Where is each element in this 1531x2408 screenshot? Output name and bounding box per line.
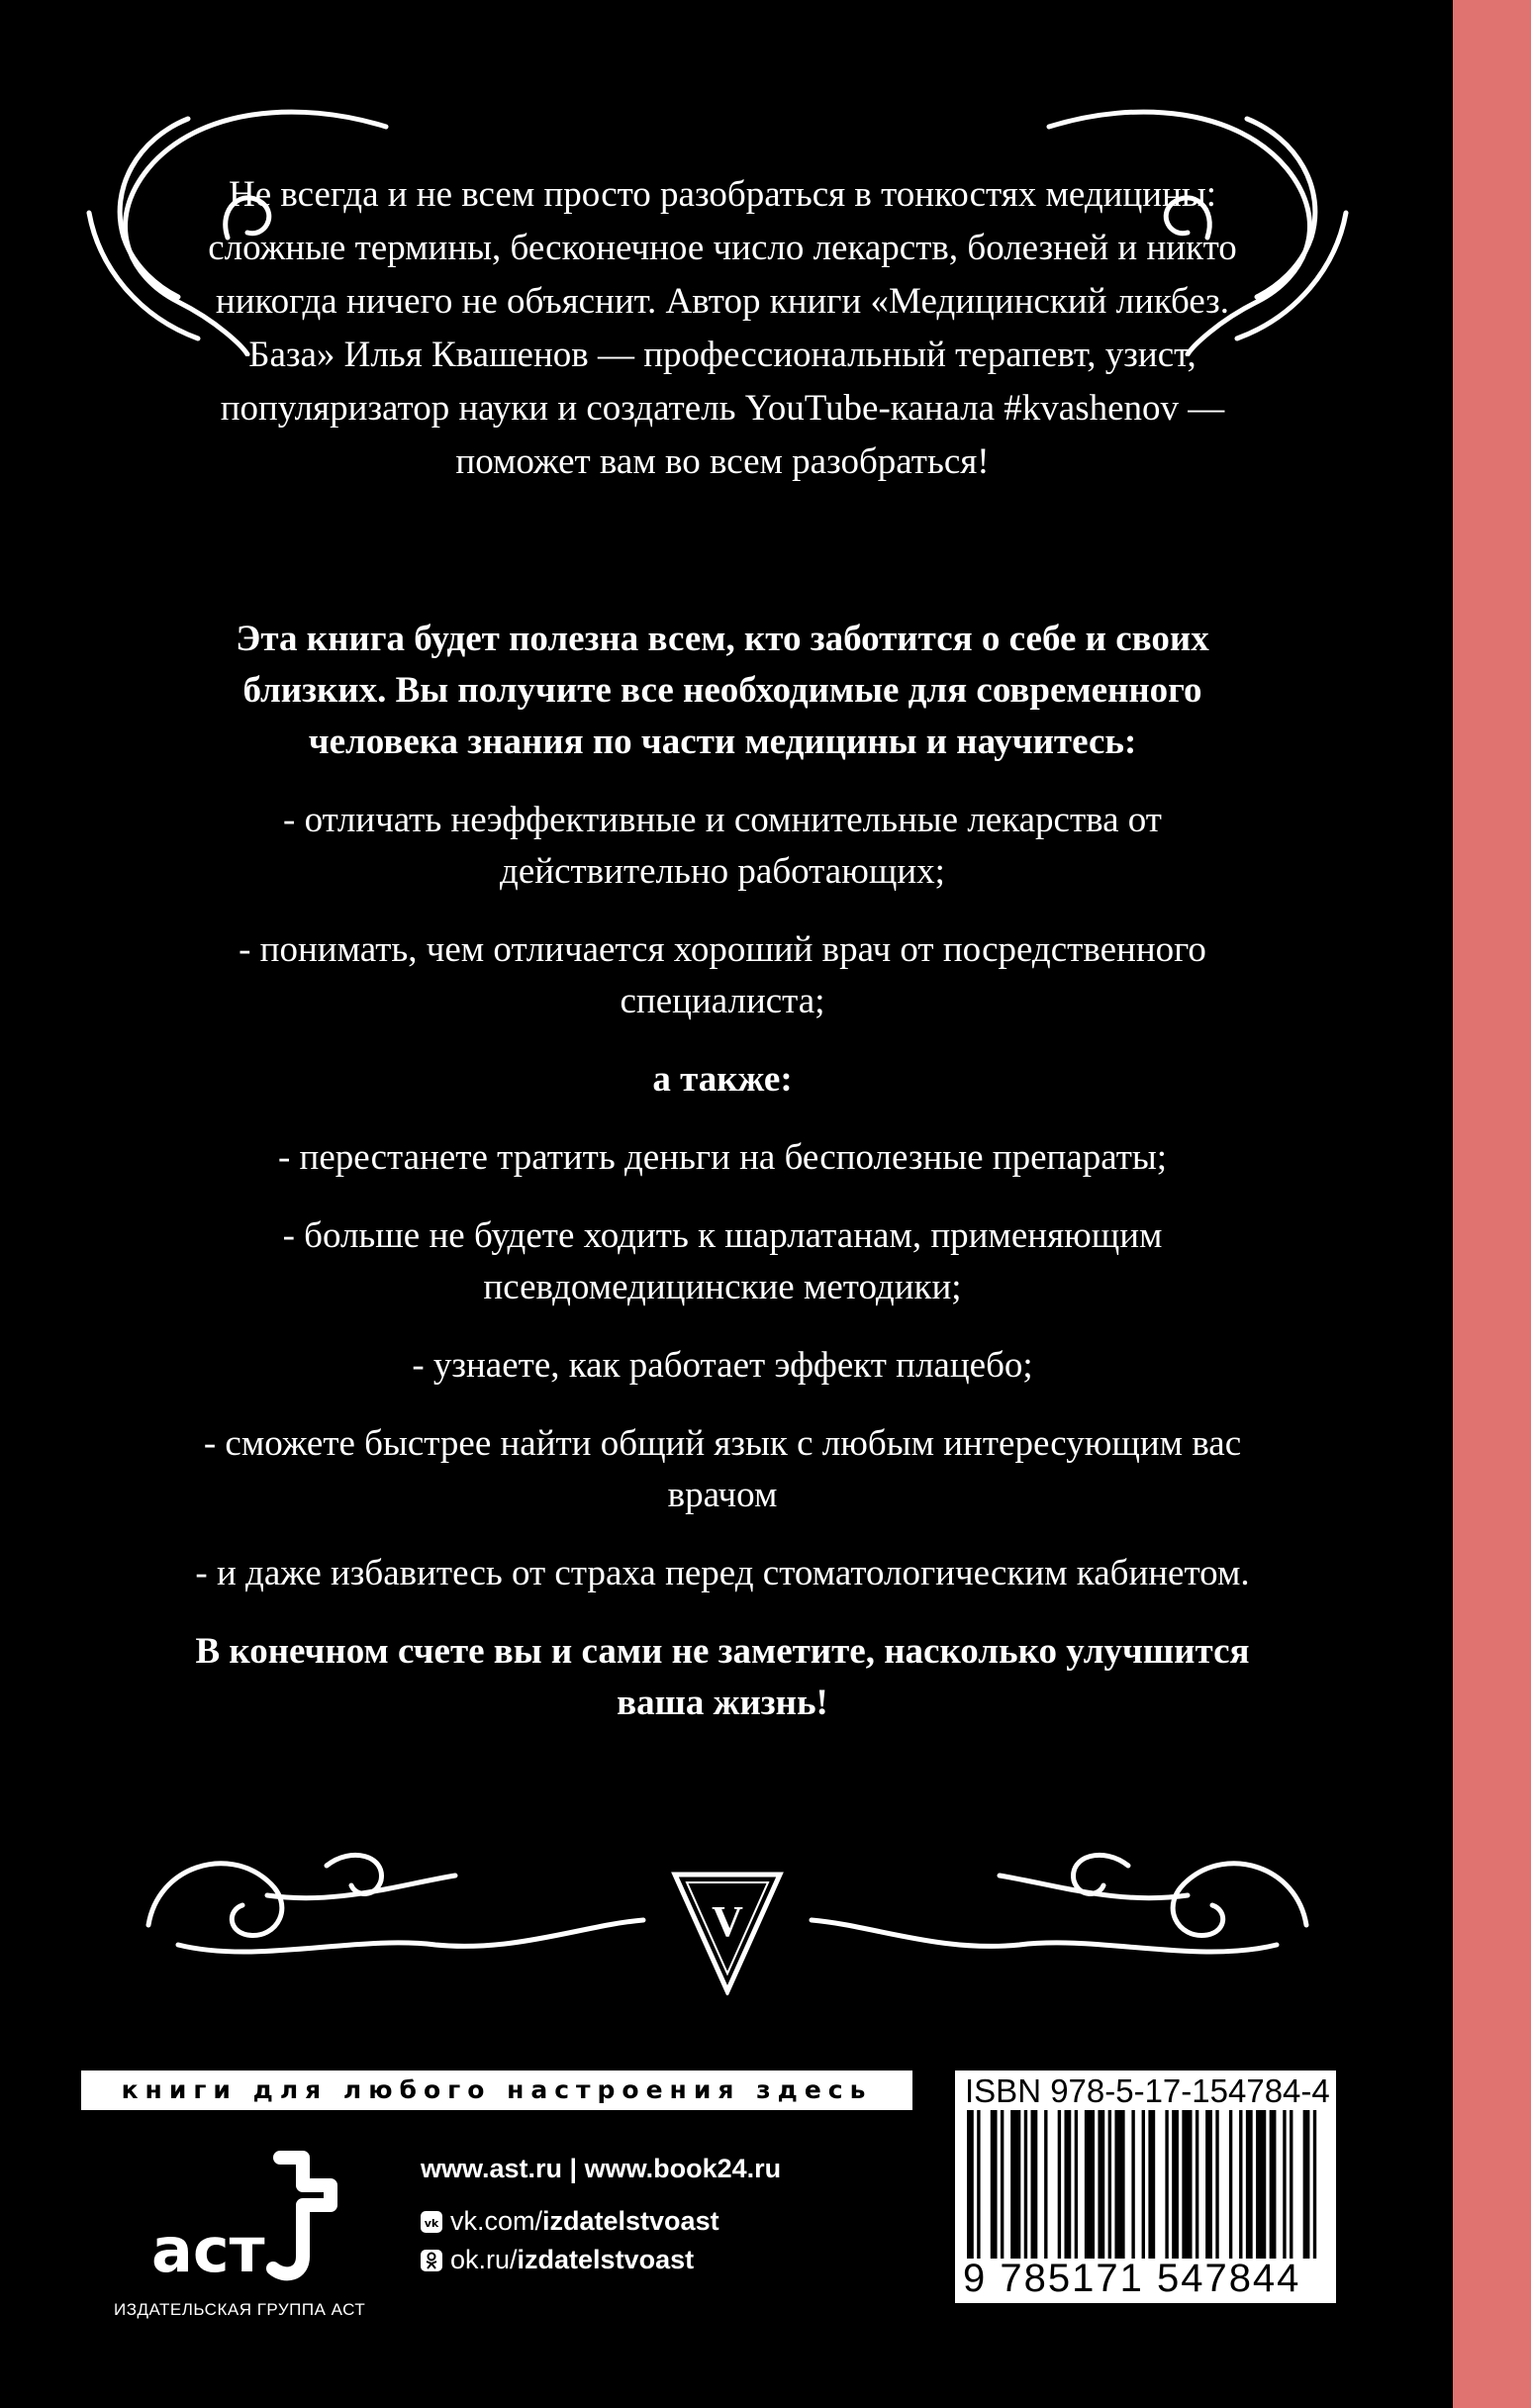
ok-prefix: ok.ru/ (450, 2245, 518, 2274)
barcode-bar (1064, 2110, 1071, 2259)
website-links[interactable]: www.ast.ru | www.book24.ru (421, 2154, 782, 2183)
barcode-bar (1215, 2110, 1218, 2259)
barcode-bar (1108, 2110, 1111, 2259)
benefit-item: - перестанете тратить деньги на бесполезные препараты; (277, 1137, 1168, 1178)
vk-icon (421, 2211, 442, 2233)
skill-item: - понимать, чем отличается хороший врач от посредственного специалиста; (239, 929, 1206, 1021)
barcode-bar (1165, 2110, 1168, 2259)
ok-link[interactable] (421, 2245, 781, 2275)
ok-handle: izdatelstvoast (517, 2245, 695, 2274)
barcode-bar (1114, 2110, 1124, 2259)
vk-prefix: vk.com/ (450, 2206, 543, 2236)
barcode-digits: 9 785171 547844 (963, 2257, 1301, 2300)
barcode-bar (1270, 2110, 1277, 2259)
publisher-links (421, 2154, 781, 2283)
bottom-right-flourish (802, 1826, 1316, 1975)
vk-link[interactable] (421, 2206, 781, 2237)
body-text (168, 614, 1277, 1756)
intro-paragraph: Не всегда и не всем просто разобраться в тонкостях медицины: сложные термины, бесконечное число лекарств, болезней и никто никогда ничего не объяснит. Автор книги «Медицинский ликбез. База» Илья Квашенов — профессиональный терапевт, узист, популяризатор науки и создатель YouTube-канала #kvashenov — поможет вам во всем разобраться! (208, 174, 1237, 482)
ast-logo-icon (146, 2148, 344, 2286)
barcode-bar (977, 2110, 980, 2259)
barcode-bar (1229, 2110, 1232, 2259)
barcode-bar (991, 2110, 998, 2259)
barcode-bar (1290, 2110, 1292, 2259)
lead-paragraph: Эта книга будет полезна всем, кто заботится о себе и своих близких. Вы получите все необходимые для современного человека знания по части медицины и научитесь: (236, 619, 1209, 762)
barcode-bar (1058, 2110, 1061, 2259)
barcode-bar (1075, 2110, 1078, 2259)
barcode-bar (1246, 2110, 1253, 2259)
svg-text:vk: vk (424, 2216, 439, 2230)
odnoklassniki-icon (421, 2250, 442, 2271)
logo-text: аст (151, 2214, 265, 2286)
barcode-bar (1001, 2110, 1004, 2259)
benefit-item: - сможете быстрее найти общий язык с любым интересующим вас врачом (203, 1423, 1242, 1515)
emblem-letter: V (712, 1897, 743, 1946)
v-emblem-icon (671, 1869, 784, 1995)
vk-handle: izdatelstvoast (542, 2206, 719, 2236)
barcode-bar (1303, 2110, 1310, 2259)
barcode-bar (1196, 2110, 1198, 2259)
barcode-bar (1031, 2110, 1038, 2259)
barcode-bar (967, 2110, 974, 2259)
isbn-barcode (955, 2071, 1336, 2303)
bottom-left-flourish (139, 1826, 653, 1975)
isbn-text: ISBN 978-5-17-154784-4 (965, 2072, 1330, 2109)
barcode-bar (1142, 2110, 1145, 2259)
barcode-bar (1010, 2110, 1020, 2259)
also-label: а также: (652, 1059, 793, 1100)
publisher-name: ИЗДАТЕЛЬСКАЯ ГРУППА АСТ (114, 2300, 366, 2319)
barcode-bar (1131, 2110, 1134, 2259)
barcode-bar (1172, 2110, 1179, 2259)
barcode-bar (1085, 2110, 1095, 2259)
barcode-bar (1182, 2110, 1192, 2259)
barcode-bar (1044, 2110, 1047, 2259)
barcode-bar (1098, 2110, 1104, 2259)
closing-paragraph: В конечном счете вы и сами не заметите, насколько улучшится ваша жизнь! (195, 1631, 1250, 1723)
benefit-item: - и даже избавитесь от страха перед стоматологическим кабинетом. (195, 1553, 1250, 1593)
barcode-bar (1256, 2110, 1266, 2259)
barcode-bar (1239, 2110, 1242, 2259)
tagline-bar (81, 2071, 912, 2110)
barcode-bar (1313, 2110, 1316, 2259)
skill-item: - отличать неэффективные и сомнительные лекарства от действительно работающих; (283, 800, 1162, 892)
tagline-text: книги для любого настроения здесь (121, 2075, 873, 2104)
benefit-item: - узнаете, как работает эффект плацебо; (412, 1345, 1033, 1386)
benefit-item: - больше не будете ходить к шарлатанам, применяющим псевдомедицинские методики; (282, 1215, 1163, 1307)
barcode-bar (1205, 2110, 1212, 2259)
barcode-bar (1024, 2110, 1027, 2259)
barcode-bar (1148, 2110, 1155, 2259)
barcode-bars (967, 2110, 1323, 2259)
barcode-bar (1283, 2110, 1286, 2259)
spine-strip (1453, 0, 1531, 2408)
